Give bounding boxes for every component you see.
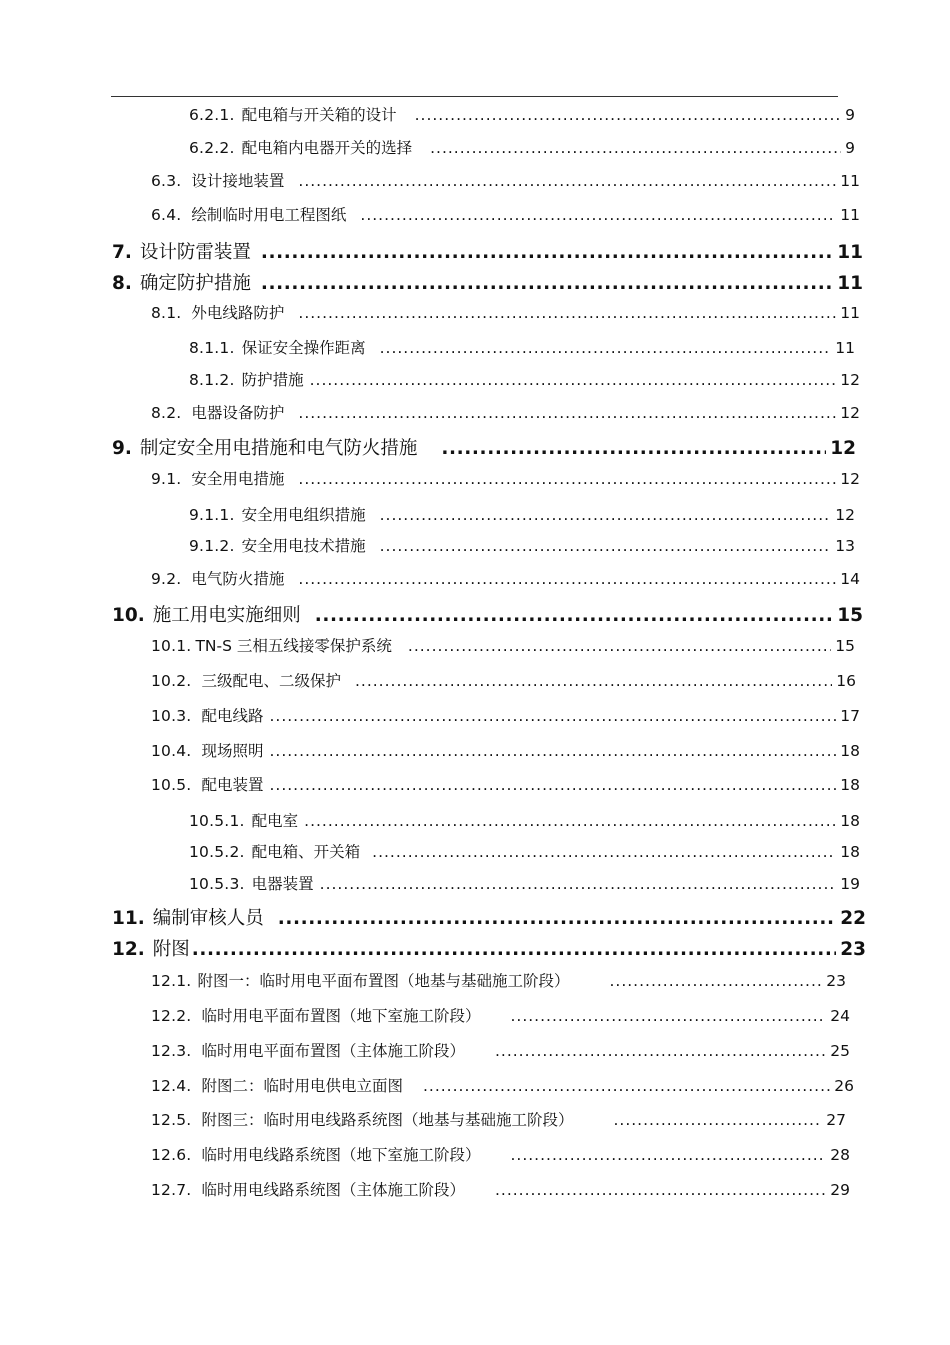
toc-dot-leader	[423, 1074, 830, 1098]
toc-entry-page: 22	[840, 908, 866, 929]
toc-entry-title: 设计防雷装置	[139, 242, 251, 263]
toc-entry-9-1-1[interactable]	[189, 503, 855, 527]
toc-entry-page: 12	[840, 371, 860, 389]
toc-entry-page: 11	[837, 273, 863, 294]
toc-entry-10-5-2[interactable]	[189, 840, 860, 864]
toc-entry-6-2-1[interactable]	[189, 103, 855, 127]
toc-entry-title: 安全用电技术措施	[241, 537, 366, 555]
toc-dot-leader	[298, 401, 836, 425]
toc-entry-number: 9.1.	[151, 470, 182, 488]
toc-entry-12-5[interactable]	[151, 1108, 846, 1132]
toc-entry-10[interactable]	[112, 604, 863, 628]
toc-entry-10-5-1[interactable]	[189, 809, 860, 833]
toc-entry-page: 18	[840, 776, 860, 794]
toc-entry-page: 29	[830, 1181, 850, 1199]
toc-entry-8-1-2[interactable]	[189, 368, 860, 392]
toc-entry-number: 10.5.	[151, 776, 192, 794]
toc-dot-leader	[495, 1039, 826, 1063]
toc-dot-leader	[269, 704, 836, 728]
toc-entry-number: 10.3.	[151, 707, 192, 725]
toc-entry-number: 12.6.	[151, 1146, 192, 1164]
toc-entry-8-1-1[interactable]	[189, 336, 855, 360]
toc-dot-leader	[495, 1178, 826, 1202]
toc-dot-leader	[298, 169, 836, 193]
toc-dot-leader	[510, 1143, 826, 1167]
toc-entry-title: 安全用电措施	[191, 470, 285, 488]
toc-entry-9-1-2[interactable]	[189, 534, 855, 558]
toc-entry-page: 11	[840, 206, 860, 224]
toc-entry-page: 17	[840, 707, 860, 725]
toc-entry-title: 临时用电平面布置图（地下室施工阶段）	[201, 1007, 481, 1025]
toc-entry-number: 12.7.	[151, 1181, 192, 1199]
toc-dot-leader	[430, 136, 841, 160]
toc-entry-number: 10.2.	[151, 672, 192, 690]
toc-entry-page: 25	[830, 1042, 850, 1060]
toc-entry-12-7[interactable]	[151, 1178, 850, 1202]
toc-entry-number: 10.5.3.	[189, 875, 245, 893]
toc-entry-number: 8.1.1.	[189, 339, 235, 357]
toc-entry-number: 12.3.	[151, 1042, 192, 1060]
toc-dot-leader	[298, 467, 836, 491]
toc-entry-page: 15	[835, 637, 855, 655]
toc-entry-number: 9.2.	[151, 570, 182, 588]
toc-dot-leader	[298, 301, 836, 325]
toc-entry-12[interactable]	[112, 938, 866, 962]
toc-dot-leader	[360, 203, 836, 227]
toc-dot-leader	[320, 872, 837, 896]
toc-entry-title: 附图二：临时用电供电立面图	[201, 1077, 403, 1095]
toc-entry-page: 24	[830, 1007, 850, 1025]
toc-entry-number: 6.4.	[151, 206, 182, 224]
toc-entry-6-4[interactable]	[151, 203, 860, 227]
toc-dot-leader	[408, 634, 831, 658]
toc-entry-number: 11.	[112, 908, 145, 929]
toc-entry-8[interactable]	[112, 272, 863, 296]
toc-entry-number: 12.2.	[151, 1007, 192, 1025]
toc-dot-leader	[315, 604, 833, 628]
toc-entry-title: 临时用电线路系统图（地下室施工阶段）	[201, 1146, 481, 1164]
toc-dot-leader	[380, 534, 832, 558]
toc-entry-12-3[interactable]	[151, 1039, 850, 1063]
toc-entry-page: 26	[834, 1077, 854, 1095]
toc-entry-page: 14	[840, 570, 860, 588]
toc-entry-12-4[interactable]	[151, 1074, 854, 1098]
toc-dot-leader	[415, 103, 842, 127]
toc-entry-number: 10.	[112, 605, 145, 626]
toc-entry-page: 19	[840, 875, 860, 893]
toc-entry-page: 12	[835, 506, 855, 524]
toc-dot-leader	[269, 739, 836, 763]
toc-entry-page: 27	[826, 1111, 846, 1129]
toc-entry-title: 电器设备防护	[191, 404, 285, 422]
toc-entry-number: 12.4.	[151, 1077, 192, 1095]
toc-entry-number: 12.	[112, 939, 145, 960]
toc-entry-8-2[interactable]	[151, 401, 860, 425]
toc-entry-page: 9	[845, 106, 855, 124]
toc-entry-title: 制定安全用电措施和电气防火措施	[139, 438, 418, 459]
toc-dot-leader	[355, 669, 832, 693]
toc-entry-page: 11	[835, 339, 855, 357]
toc-entry-10-4[interactable]	[151, 739, 860, 763]
toc-entry-title: 配电箱、开关箱	[251, 843, 361, 861]
toc-entry-number: 6.2.2.	[189, 139, 235, 157]
toc-entry-number: 10.5.1.	[189, 812, 245, 830]
toc-entry-title: 三级配电、二级保护	[201, 672, 341, 690]
toc-entry-title: 保证安全操作距离	[241, 339, 366, 357]
toc-entry-title: TN-S 三相五线接零保护系统	[195, 637, 392, 655]
toc-entry-7[interactable]	[112, 241, 863, 265]
toc-entry-page: 12	[840, 470, 860, 488]
toc-entry-title: 附图	[152, 939, 190, 960]
toc-entry-title: 外电线路防护	[191, 304, 285, 322]
toc-entry-number: 10.5.2.	[189, 843, 245, 861]
toc-entry-number: 8.2.	[151, 404, 182, 422]
toc-entry-number: 8.1.	[151, 304, 182, 322]
toc-entry-number: 9.1.2.	[189, 537, 235, 555]
toc-entry-number: 8.	[112, 273, 132, 294]
toc-entry-title: 防护措施	[241, 371, 304, 389]
toc-dot-leader	[613, 1108, 822, 1132]
toc-entry-9-1[interactable]	[151, 467, 860, 491]
toc-entry-number: 6.2.1.	[189, 106, 235, 124]
toc-entry-page: 13	[835, 537, 855, 555]
toc-entry-title: 附图三：临时用电线路系统图（地基与基础施工阶段）	[201, 1111, 574, 1129]
toc-entry-page: 23	[826, 972, 846, 990]
toc-dot-leader	[261, 272, 833, 296]
toc-entry-title: 施工用电实施细则	[152, 605, 301, 626]
toc-entry-page: 9	[845, 139, 855, 157]
toc-dot-leader	[192, 938, 836, 962]
toc-entry-6-3[interactable]	[151, 169, 860, 193]
toc-dot-leader	[510, 1004, 826, 1028]
toc-entry-page: 11	[840, 304, 860, 322]
toc-entry-title: 安全用电组织措施	[241, 506, 366, 524]
toc-entry-title: 设计接地装置	[191, 172, 285, 190]
toc-entry-page: 11	[840, 172, 860, 190]
toc-dot-leader	[310, 368, 837, 392]
toc-entry-10-2[interactable]	[151, 669, 856, 693]
toc-entry-number: 8.1.2.	[189, 371, 235, 389]
toc-entry-number: 10.4.	[151, 742, 192, 760]
toc-entry-12-2[interactable]	[151, 1004, 850, 1028]
toc-dot-leader	[269, 773, 836, 797]
toc-dot-leader	[441, 437, 826, 461]
toc-entry-title: 配电箱与开关箱的设计	[241, 106, 397, 124]
toc-entry-10-5[interactable]	[151, 773, 860, 797]
toc-entry-title: 配电线路	[201, 707, 264, 725]
toc-entry-number: 6.3.	[151, 172, 182, 190]
toc-entry-page: 12	[830, 438, 856, 459]
toc-entry-page: 11	[837, 242, 863, 263]
toc-entry-title: 临时用电线路系统图（主体施工阶段）	[201, 1181, 465, 1199]
toc-entry-6-2-2[interactable]	[189, 136, 855, 160]
toc-entry-12-6[interactable]	[151, 1143, 850, 1167]
toc-entry-page: 18	[840, 742, 860, 760]
toc-entry-10-3[interactable]	[151, 704, 860, 728]
toc-entry-number: 9.	[112, 438, 132, 459]
toc-entry-number: 7.	[112, 242, 132, 263]
toc-entry-number: 10.1.	[151, 637, 192, 655]
toc-entry-title: 电气防火措施	[191, 570, 285, 588]
toc-entry-10-5-3[interactable]	[189, 872, 860, 896]
toc-dot-leader	[372, 840, 836, 864]
toc-entry-number: 12.5.	[151, 1111, 192, 1129]
toc-entry-title: 绘制临时用电工程图纸	[191, 206, 347, 224]
toc-entry-page: 23	[840, 939, 866, 960]
toc-entry-8-1[interactable]	[151, 301, 860, 325]
toc-entry-title: 配电室	[251, 812, 299, 830]
toc-entry-page: 15	[837, 605, 863, 626]
toc-dot-leader	[298, 567, 836, 591]
toc-dot-leader	[278, 907, 836, 931]
toc-entry-title: 临时用电平面布置图（主体施工阶段）	[201, 1042, 465, 1060]
toc-entry-title: 配电装置	[201, 776, 264, 794]
toc-entry-page: 16	[836, 672, 856, 690]
toc-entry-page: 28	[830, 1146, 850, 1164]
toc-entry-9-2[interactable]	[151, 567, 860, 591]
toc-entry-page: 18	[840, 812, 860, 830]
toc-entry-title: 附图一：临时用电平面布置图（地基与基础施工阶段）	[197, 972, 570, 990]
toc-entry-page: 12	[840, 404, 860, 422]
toc-entry-title: 配电箱内电器开关的选择	[241, 139, 413, 157]
toc-entry-title: 编制审核人员	[152, 908, 264, 929]
toc-entry-title: 现场照明	[201, 742, 264, 760]
toc-entry-10-1[interactable]	[151, 634, 855, 658]
toc-entry-title: 电器装置	[251, 875, 314, 893]
toc-entry-title: 确定防护措施	[139, 273, 251, 294]
toc-dot-leader	[304, 809, 836, 833]
toc-entry-11[interactable]	[112, 907, 866, 931]
toc-entry-number: 9.1.1.	[189, 506, 235, 524]
toc-entry-number: 12.1.	[151, 972, 192, 990]
toc-entry-12-1[interactable]	[151, 969, 846, 993]
toc-dot-leader	[380, 503, 832, 527]
toc-dot-leader	[609, 969, 822, 993]
toc-dot-leader	[261, 241, 833, 265]
toc-entry-9[interactable]	[112, 437, 856, 461]
toc-dot-leader	[380, 336, 832, 360]
toc-entry-page: 18	[840, 843, 860, 861]
